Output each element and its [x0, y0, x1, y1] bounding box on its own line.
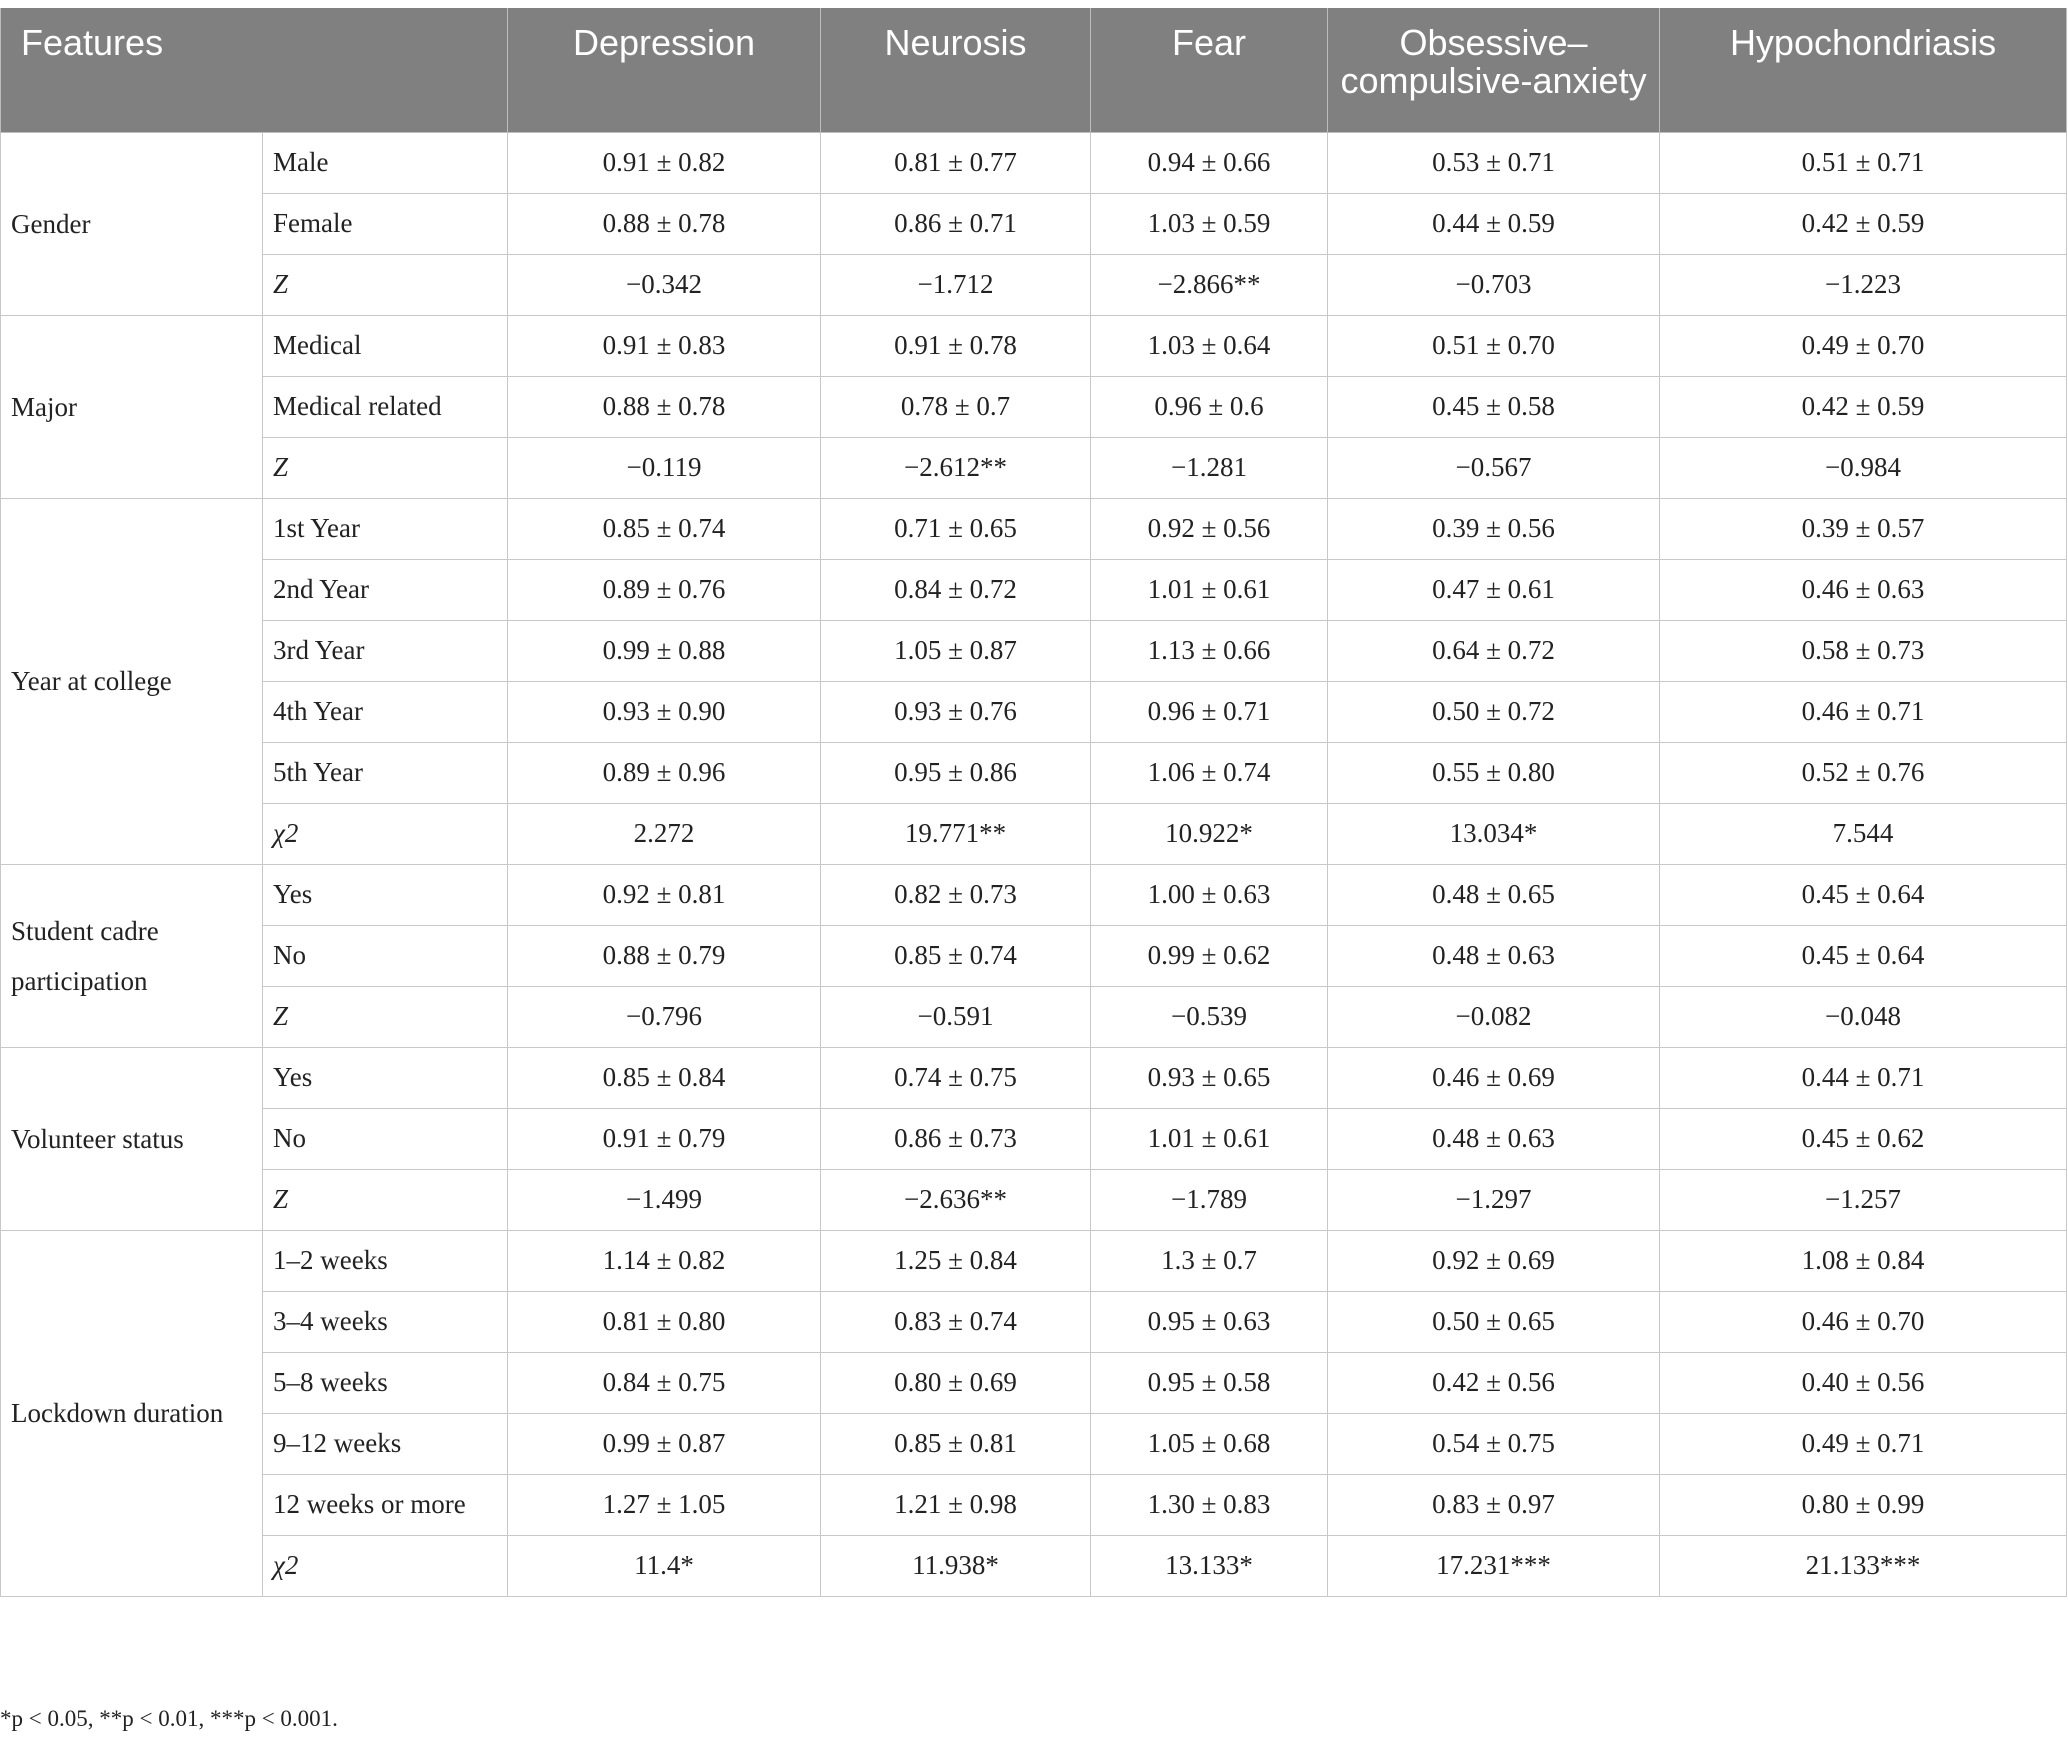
- table-cell: 0.93 ± 0.76: [821, 681, 1091, 742]
- table-row: [1, 132, 2067, 193]
- table-cell: 0.50 ± 0.72: [1328, 681, 1660, 742]
- table-cell: 0.86 ± 0.73: [821, 1108, 1091, 1169]
- table-row: [1, 1291, 2067, 1352]
- header-fear: Fear: [1091, 8, 1328, 132]
- table-cell: 0.99 ± 0.62: [1091, 925, 1328, 986]
- table-cell: 0.85 ± 0.84: [508, 1047, 821, 1108]
- table-cell: 0.45 ± 0.64: [1660, 864, 2067, 925]
- table-cell: 0.93 ± 0.90: [508, 681, 821, 742]
- table-cell: 1.08 ± 0.84: [1660, 1230, 2067, 1291]
- table-cell: 0.48 ± 0.65: [1328, 864, 1660, 925]
- table-cell: 0.45 ± 0.58: [1328, 376, 1660, 437]
- table-cell: 13.133*: [1091, 1535, 1328, 1596]
- table-cell: 0.91 ± 0.83: [508, 315, 821, 376]
- table-cell: 1.21 ± 0.98: [821, 1474, 1091, 1535]
- table-cell: 0.46 ± 0.71: [1660, 681, 2067, 742]
- table-cell: 0.53 ± 0.71: [1328, 132, 1660, 193]
- subgroup-label: 1st Year: [263, 498, 508, 559]
- statistic-label: Z: [263, 1169, 508, 1230]
- group-label: Volunteer status: [1, 1047, 263, 1230]
- table-cell: 0.42 ± 0.56: [1328, 1352, 1660, 1413]
- table-row: [1, 376, 2067, 437]
- table-cell: −2.636**: [821, 1169, 1091, 1230]
- subgroup-label: 5th Year: [263, 742, 508, 803]
- table-cell: 0.99 ± 0.88: [508, 620, 821, 681]
- statistic-label: Z: [263, 254, 508, 315]
- footnote-text: *p < 0.05, **p < 0.01, ***p < 0.001.: [0, 1706, 338, 1731]
- table-cell: −1.223: [1660, 254, 2067, 315]
- table-cell: 0.74 ± 0.75: [821, 1047, 1091, 1108]
- table-cell: 0.40 ± 0.56: [1660, 1352, 2067, 1413]
- subgroup-label: Female: [263, 193, 508, 254]
- table-cell: 0.82 ± 0.73: [821, 864, 1091, 925]
- table-cell: 0.92 ± 0.81: [508, 864, 821, 925]
- table-row: [1, 1352, 2067, 1413]
- group-label: Lockdown duration: [1, 1230, 263, 1596]
- group-label: Student cadre participation: [1, 864, 263, 1047]
- group-label: Year at college: [1, 498, 263, 864]
- table-cell: −1.499: [508, 1169, 821, 1230]
- subgroup-label: Medical related: [263, 376, 508, 437]
- table-cell: 0.42 ± 0.59: [1660, 193, 2067, 254]
- header-row: [1, 8, 2067, 132]
- table-cell: 0.88 ± 0.78: [508, 193, 821, 254]
- table-cell: −2.866**: [1091, 254, 1328, 315]
- table-cell: −0.796: [508, 986, 821, 1047]
- table-cell: 19.771**: [821, 803, 1091, 864]
- table-cell: 2.272: [508, 803, 821, 864]
- table-cell: 0.95 ± 0.86: [821, 742, 1091, 803]
- group-label: Gender: [1, 132, 263, 315]
- table-cell: −0.048: [1660, 986, 2067, 1047]
- table-row: [1, 193, 2067, 254]
- header-hypochondriasis: Hypochondriasis: [1660, 8, 2067, 132]
- table-body: [1, 132, 2067, 1596]
- table-cell: 0.44 ± 0.59: [1328, 193, 1660, 254]
- table-row: [1, 1230, 2067, 1291]
- statistic-label: χ2: [263, 803, 508, 864]
- table-cell: 0.91 ± 0.82: [508, 132, 821, 193]
- table-row: [1, 1535, 2067, 1596]
- table-cell: 0.80 ± 0.69: [821, 1352, 1091, 1413]
- table-row: [1, 1108, 2067, 1169]
- subgroup-label: 4th Year: [263, 681, 508, 742]
- table-cell: 0.48 ± 0.63: [1328, 925, 1660, 986]
- table-cell: 13.034*: [1328, 803, 1660, 864]
- table-cell: −0.342: [508, 254, 821, 315]
- table-cell: 0.51 ± 0.70: [1328, 315, 1660, 376]
- table-cell: −1.712: [821, 254, 1091, 315]
- table-cell: 0.48 ± 0.63: [1328, 1108, 1660, 1169]
- table-cell: 21.133***: [1660, 1535, 2067, 1596]
- table-cell: 0.89 ± 0.96: [508, 742, 821, 803]
- table-cell: 7.544: [1660, 803, 2067, 864]
- table-cell: 0.51 ± 0.71: [1660, 132, 2067, 193]
- table-row: [1, 681, 2067, 742]
- table-cell: 0.83 ± 0.74: [821, 1291, 1091, 1352]
- table-cell: 0.94 ± 0.66: [1091, 132, 1328, 193]
- table-cell: 17.231***: [1328, 1535, 1660, 1596]
- subgroup-label: Medical: [263, 315, 508, 376]
- table-cell: 0.80 ± 0.99: [1660, 1474, 2067, 1535]
- table-row: [1, 803, 2067, 864]
- table-cell: 1.03 ± 0.64: [1091, 315, 1328, 376]
- table-cell: 0.84 ± 0.72: [821, 559, 1091, 620]
- table-cell: 0.64 ± 0.72: [1328, 620, 1660, 681]
- table-cell: 10.922*: [1091, 803, 1328, 864]
- subgroup-label: 1–2 weeks: [263, 1230, 508, 1291]
- table-cell: −1.281: [1091, 437, 1328, 498]
- table-cell: 0.55 ± 0.80: [1328, 742, 1660, 803]
- subgroup-label: 9–12 weeks: [263, 1413, 508, 1474]
- table-row: [1, 315, 2067, 376]
- table-row: [1, 254, 2067, 315]
- table-cell: 0.86 ± 0.71: [821, 193, 1091, 254]
- table-cell: 1.30 ± 0.83: [1091, 1474, 1328, 1535]
- table-row: [1, 864, 2067, 925]
- table-cell: 0.96 ± 0.71: [1091, 681, 1328, 742]
- table-cell: 1.01 ± 0.61: [1091, 1108, 1328, 1169]
- table-cell: 0.42 ± 0.59: [1660, 376, 2067, 437]
- table-cell: −1.257: [1660, 1169, 2067, 1230]
- table-cell: 0.96 ± 0.6: [1091, 376, 1328, 437]
- table-cell: 0.49 ± 0.71: [1660, 1413, 2067, 1474]
- table-cell: 0.99 ± 0.87: [508, 1413, 821, 1474]
- statistic-label: Z: [263, 437, 508, 498]
- table-cell: 1.06 ± 0.74: [1091, 742, 1328, 803]
- table-cell: 0.58 ± 0.73: [1660, 620, 2067, 681]
- table-cell: 0.81 ± 0.77: [821, 132, 1091, 193]
- table-cell: 0.49 ± 0.70: [1660, 315, 2067, 376]
- table-cell: 0.45 ± 0.64: [1660, 925, 2067, 986]
- table-cell: 1.00 ± 0.63: [1091, 864, 1328, 925]
- table-cell: 0.95 ± 0.58: [1091, 1352, 1328, 1413]
- table-cell: 0.85 ± 0.74: [821, 925, 1091, 986]
- table-cell: 11.4*: [508, 1535, 821, 1596]
- table-cell: −2.612**: [821, 437, 1091, 498]
- table-cell: 0.85 ± 0.74: [508, 498, 821, 559]
- table-cell: 0.47 ± 0.61: [1328, 559, 1660, 620]
- table-cell: 0.44 ± 0.71: [1660, 1047, 2067, 1108]
- table-cell: 0.91 ± 0.78: [821, 315, 1091, 376]
- table-row: [1, 925, 2067, 986]
- results-table: [0, 8, 2067, 1597]
- subgroup-label: Yes: [263, 1047, 508, 1108]
- table-cell: 1.01 ± 0.61: [1091, 559, 1328, 620]
- table-cell: 0.95 ± 0.63: [1091, 1291, 1328, 1352]
- table-row: [1, 498, 2067, 559]
- table-cell: 0.54 ± 0.75: [1328, 1413, 1660, 1474]
- table-cell: 0.83 ± 0.97: [1328, 1474, 1660, 1535]
- group-label: Major: [1, 315, 263, 498]
- table-row: [1, 1413, 2067, 1474]
- table-cell: 0.84 ± 0.75: [508, 1352, 821, 1413]
- table-cell: −1.297: [1328, 1169, 1660, 1230]
- statistic-label: χ2: [263, 1535, 508, 1596]
- subgroup-label: Yes: [263, 864, 508, 925]
- table-cell: 0.81 ± 0.80: [508, 1291, 821, 1352]
- footnote: [0, 1706, 338, 1732]
- statistic-label: Z: [263, 986, 508, 1047]
- table-cell: −1.789: [1091, 1169, 1328, 1230]
- subgroup-label: 3–4 weeks: [263, 1291, 508, 1352]
- table-cell: 0.78 ± 0.7: [821, 376, 1091, 437]
- table-cell: −0.591: [821, 986, 1091, 1047]
- table-row: [1, 986, 2067, 1047]
- header-depression: Depression: [508, 8, 821, 132]
- table-cell: 1.3 ± 0.7: [1091, 1230, 1328, 1291]
- table-row: [1, 1047, 2067, 1108]
- header-features: Features: [1, 8, 508, 132]
- table-cell: 1.25 ± 0.84: [821, 1230, 1091, 1291]
- table-cell: −0.567: [1328, 437, 1660, 498]
- table-row: [1, 559, 2067, 620]
- table-cell: 1.03 ± 0.59: [1091, 193, 1328, 254]
- table-row: [1, 1474, 2067, 1535]
- table-cell: −0.984: [1660, 437, 2067, 498]
- document: [0, 8, 2068, 1597]
- subgroup-label: 2nd Year: [263, 559, 508, 620]
- table-cell: 0.92 ± 0.56: [1091, 498, 1328, 559]
- table-cell: 0.45 ± 0.62: [1660, 1108, 2067, 1169]
- table-cell: 0.39 ± 0.57: [1660, 498, 2067, 559]
- table-row: [1, 620, 2067, 681]
- table-cell: 0.46 ± 0.70: [1660, 1291, 2067, 1352]
- table-cell: 1.14 ± 0.82: [508, 1230, 821, 1291]
- subgroup-label: 3rd Year: [263, 620, 508, 681]
- table-cell: 0.91 ± 0.79: [508, 1108, 821, 1169]
- subgroup-label: No: [263, 1108, 508, 1169]
- table-cell: 0.88 ± 0.78: [508, 376, 821, 437]
- table-row: [1, 437, 2067, 498]
- subgroup-label: Male: [263, 132, 508, 193]
- header-neurosis: Neurosis: [821, 8, 1091, 132]
- table-cell: −0.539: [1091, 986, 1328, 1047]
- table-cell: 1.13 ± 0.66: [1091, 620, 1328, 681]
- table-row: [1, 1169, 2067, 1230]
- table-cell: 0.50 ± 0.65: [1328, 1291, 1660, 1352]
- table-cell: 1.05 ± 0.87: [821, 620, 1091, 681]
- table-cell: 0.92 ± 0.69: [1328, 1230, 1660, 1291]
- table-cell: 0.39 ± 0.56: [1328, 498, 1660, 559]
- table-cell: 0.89 ± 0.76: [508, 559, 821, 620]
- subgroup-label: 12 weeks or more: [263, 1474, 508, 1535]
- table-cell: 1.05 ± 0.68: [1091, 1413, 1328, 1474]
- table-cell: 0.46 ± 0.63: [1660, 559, 2067, 620]
- table-cell: 0.93 ± 0.65: [1091, 1047, 1328, 1108]
- table-cell: −0.703: [1328, 254, 1660, 315]
- table-row: [1, 742, 2067, 803]
- table-cell: 0.52 ± 0.76: [1660, 742, 2067, 803]
- table-cell: 0.85 ± 0.81: [821, 1413, 1091, 1474]
- table-cell: 1.27 ± 1.05: [508, 1474, 821, 1535]
- subgroup-label: No: [263, 925, 508, 986]
- table-cell: 0.46 ± 0.69: [1328, 1047, 1660, 1108]
- table-cell: −0.082: [1328, 986, 1660, 1047]
- header-obsessive-compulsive-anxiety: Obsessive–compulsive-anxiety: [1328, 8, 1660, 132]
- table-cell: 0.71 ± 0.65: [821, 498, 1091, 559]
- table-cell: 11.938*: [821, 1535, 1091, 1596]
- table-cell: −0.119: [508, 437, 821, 498]
- subgroup-label: 5–8 weeks: [263, 1352, 508, 1413]
- table-cell: 0.88 ± 0.79: [508, 925, 821, 986]
